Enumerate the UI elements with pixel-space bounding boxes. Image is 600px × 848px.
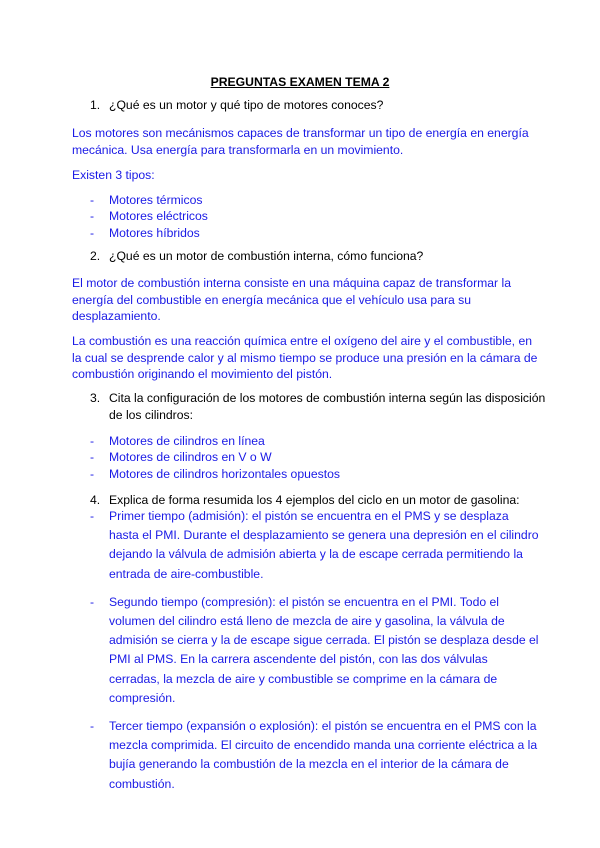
question-text: Cita la configuración de los motores de combustión interna según las disposición de los cilindros: xyxy=(109,391,546,422)
list-item-text: Motores eléctricos xyxy=(109,209,208,224)
list-item-text: Motores térmicos xyxy=(109,193,203,207)
question-2 xyxy=(90,248,550,265)
answer-paragraph: Los motores son mecánismos capaces de transformar un tipo de energía en energía mecánica. Usa energía para transformarla en un movimiento. xyxy=(72,126,529,157)
answer-paragraph: La combustión es una reacción química entre el oxígeno del aire y el combustible, en la cual se desprende calor y al mismo tiempo se produce una presión en la cámara de combustión originando el movimiento del pistón. xyxy=(72,334,538,382)
cylinder-config-list xyxy=(90,433,540,482)
list-item-text: Motores de cilindros en V o W xyxy=(109,450,272,465)
question-3 xyxy=(90,390,550,423)
dash-marker: - xyxy=(90,450,95,465)
list-item xyxy=(90,507,540,584)
list-item xyxy=(90,225,540,241)
dash-marker: - xyxy=(90,466,95,481)
question-number: 3. xyxy=(90,391,101,405)
list-item xyxy=(90,433,540,449)
question-text: ¿Qué es un motor de combustión interna, cómo funciona? xyxy=(109,249,424,263)
list-item xyxy=(90,717,540,794)
dash-marker: - xyxy=(90,509,95,523)
dash-marker: - xyxy=(90,209,95,224)
list-item-text: Motores de cilindros en línea xyxy=(109,434,265,448)
list-item-text: Tercer tiempo (expansión o explosión): el pistón se encuentra en el PMS con la mezcla comprimida. El circuito de encendido manda una corriente eléctrica a la bujía generando la combustión de la mezcla en el interior de la cámara de combustión. xyxy=(109,719,538,791)
question-number: 2. xyxy=(90,249,101,263)
dash-marker: - xyxy=(90,434,95,448)
answer-paragraph: El motor de combustión interna consiste en una máquina capaz de transformar la energía del combustible en energía mecánica que el vehículo usa para su desplazamiento. xyxy=(72,276,511,324)
list-item xyxy=(90,208,540,224)
engine-types-list xyxy=(90,192,540,241)
list-item xyxy=(90,449,540,465)
document-title: PREGUNTAS EXAMEN TEMA 2 xyxy=(210,75,390,89)
engine-cycle-list xyxy=(90,507,540,794)
dash-marker: - xyxy=(90,225,95,240)
list-item-text: Motores de cilindros horizontales opuestos xyxy=(109,466,341,481)
question-text: Explica de forma resumida los 4 ejemplos del ciclo en un motor de gasolina: xyxy=(109,493,520,507)
list-item-text: Primer tiempo (admisión): el pistón se encuentra en el PMS y se desplaza hasta el PMI. Durante el desplazamiento se genera una depresión en el cilindro dejando la válvula de admisión abierta y la de escape cerrada permitiendo la entrada de aire-combustible. xyxy=(109,509,539,581)
list-item-text: Motores híbridos xyxy=(109,225,200,240)
answer-paragraph: Existen 3 tipos: xyxy=(72,168,155,182)
dash-marker: - xyxy=(90,594,95,609)
list-item xyxy=(90,593,540,708)
list-item xyxy=(90,192,540,208)
list-item xyxy=(90,466,540,482)
question-number: 1. xyxy=(90,98,101,112)
question-text: ¿Qué es un motor y qué tipo de motores conoces? xyxy=(109,98,384,112)
dash-marker: - xyxy=(90,719,95,734)
question-1 xyxy=(90,97,550,114)
list-item-text: Segundo tiempo (compresión): el pistón se encuentra en el PMI. Todo el volumen del cilindro está lleno de mezcla de aire y gasolina, la válvula de admisión se cierra y la de escape sigue cerrada. El pistón se desplaza desde el PMI al PMS. En la carrera ascendente del pistón, con las dos válvulas cerradas, la mezcla de aire y combustible se comprime en la cámara de compresión. xyxy=(109,594,539,705)
dash-marker: - xyxy=(90,193,95,207)
question-number: 4. xyxy=(90,493,101,507)
